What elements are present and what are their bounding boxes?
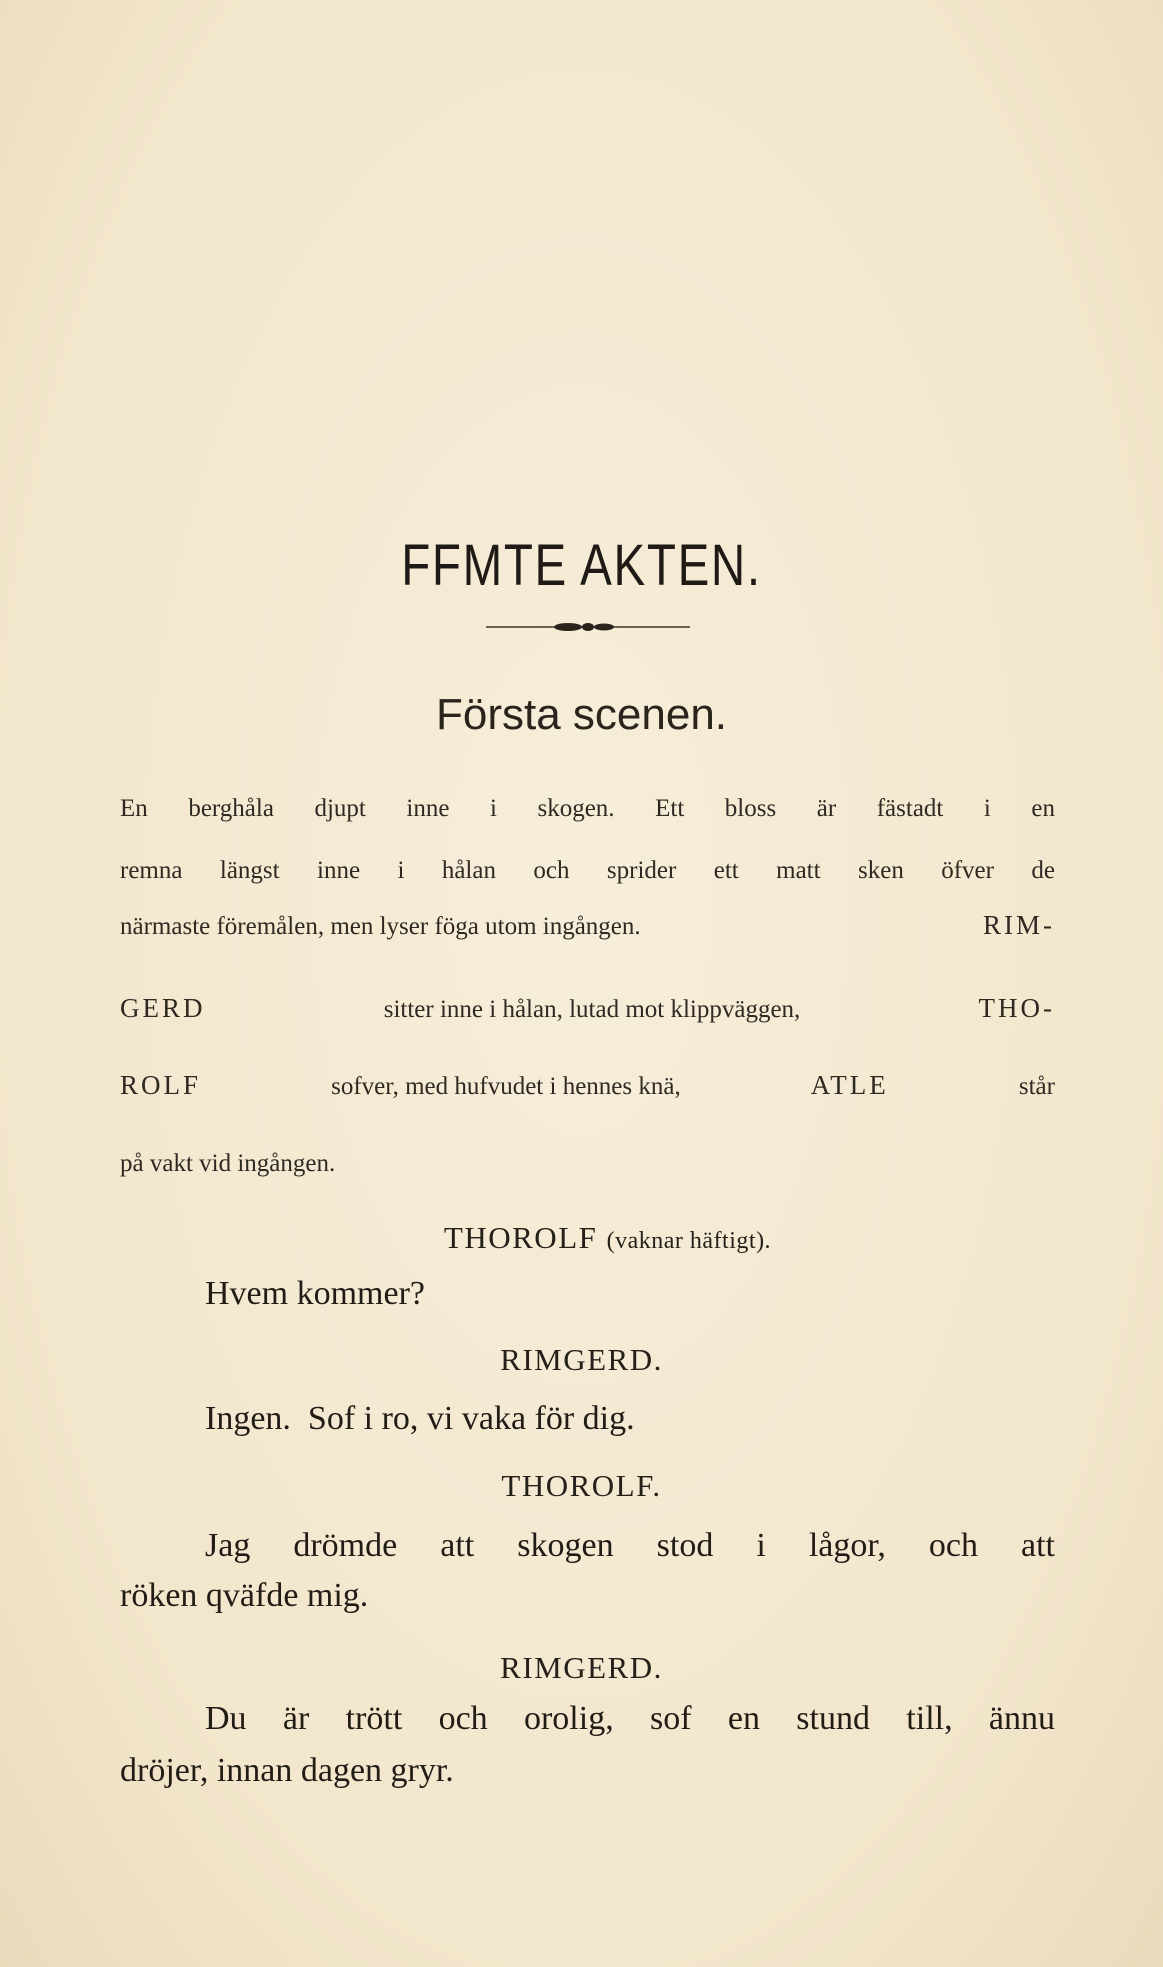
stage-direction-line-5: [120, 1070, 1055, 1101]
stage-direction-text: sitter inne i hålan, lutad mot klippväggen,: [383, 996, 801, 1023]
stage-direction-line-2: [120, 857, 1055, 885]
stage-direction-line-4: [120, 993, 1055, 1024]
stage-direction-text: En berghåla djupt inne i skogen. Ett bloss är fästadt i en: [120, 795, 1055, 822]
speaker-name: THOROLF: [443, 1220, 598, 1255]
stage-direction-inline: (vaknar häftigt).: [606, 1228, 772, 1254]
speech-line: Jag drömde att skogen stod i lågor, och att: [205, 1527, 1055, 1564]
act-title: FFMTE AKTEN.: [401, 533, 762, 598]
character-name-atle: ATLE: [810, 1070, 889, 1100]
speaker-label: [26, 1220, 1163, 1256]
character-name-thorolf-start: THO-: [978, 993, 1055, 1023]
speaker-label: THOROLF.: [501, 1468, 662, 1503]
speech-line: Ingen. Sof i ro, vi vaka för dig.: [205, 1400, 635, 1437]
speaker-label: RIMGERD.: [500, 1650, 663, 1685]
stage-direction-line-3: [120, 910, 1055, 941]
stage-direction-text: på vakt vid ingången.: [120, 1150, 336, 1177]
character-name-rimgerd-end: GERD: [120, 993, 206, 1023]
speaker-label: RIMGERD.: [500, 1342, 663, 1377]
stage-direction-text: står: [1018, 1073, 1055, 1100]
character-name-rimgerd-start: RIM-: [983, 910, 1055, 940]
stage-direction-line-6: [120, 1150, 1055, 1178]
ornament-divider: [486, 620, 690, 634]
speech-line: Hvem kommer?: [205, 1275, 425, 1312]
scene-title: Första scenen.: [435, 690, 728, 739]
stage-direction-text: närmaste föremålen, men lyser föga utom ingången.: [120, 913, 641, 940]
speech-line: dröjer, innan dagen gryr.: [120, 1752, 454, 1789]
stage-direction-line-1: [120, 795, 1055, 823]
speech-line: röken qväfde mig.: [120, 1577, 369, 1614]
stage-direction-text: remna längst inne i hålan och sprider ett matt sken öfver de: [120, 857, 1055, 884]
speech-line: Du är trött och orolig, sof en stund till, ännu: [205, 1700, 1055, 1737]
stage-direction-text: sofver, med hufvudet i hennes knä,: [331, 1073, 681, 1100]
character-name-thorolf-end: ROLF: [120, 1070, 202, 1100]
